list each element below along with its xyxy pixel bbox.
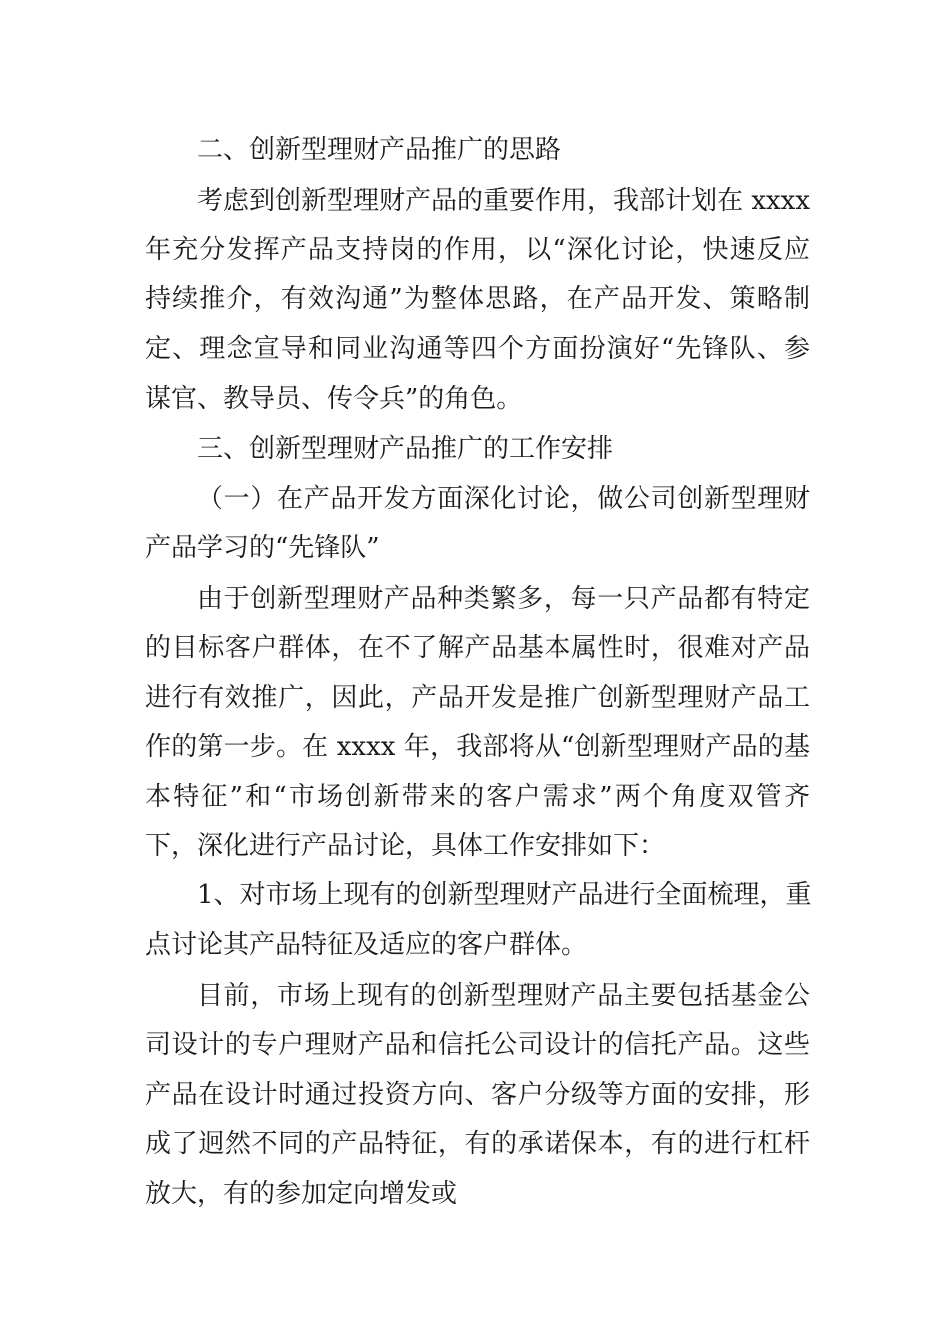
paragraph-line: 持续推介，有效沟通”为整体思路，在产品开发、策略制 [145, 284, 810, 314]
paragraph-line: 进行有效推广，因此，产品开发是推广创新型理财产品工 [145, 683, 810, 713]
paragraph-line: 成了迥然不同的产品特征，有的承诺保本，有的进行杠杆 [145, 1129, 810, 1159]
paragraph-line: 作的第一步。在 xxxx 年，我部将从“创新型理财产品的基 [145, 732, 810, 762]
paragraph-line: 年充分发挥产品支持岗的作用，以“深化讨论，快速反应 [145, 235, 810, 265]
heading-section-3: 三、创新型理财产品推广的工作安排 [197, 434, 614, 464]
paragraph-line: 放大，有的参加定向增发或 [145, 1179, 458, 1209]
paragraph-line: 产品在设计时通过投资方向、客户分级等方面的安排，形 [145, 1080, 810, 1110]
heading-section-2: 二、创新型理财产品推广的思路 [197, 135, 562, 165]
paragraph-line: 本特征”和“市场创新带来的客户需求”两个角度双管齐 [145, 782, 810, 812]
paragraph-line: 考虑到创新型理财产品的重要作用，我部计划在 xxxx [197, 186, 810, 216]
subheading-line: （一）在产品开发方面深化讨论，做公司创新型理财 [197, 484, 810, 514]
paragraph-line: 目前，市场上现有的创新型理财产品主要包括基金公 [197, 981, 810, 1011]
list-item-line: 1、对市场上现有的创新型理财产品进行全面梳理，重 [197, 880, 812, 910]
paragraph-line: 司设计的专户理财产品和信托公司设计的信托产品。这些 [145, 1030, 810, 1060]
paragraph-line: 谋官、教导员、传令兵”的角色。 [145, 384, 523, 414]
paragraph-line: 定、理念宣导和同业沟通等四个方面扮演好“先锋队、参 [145, 334, 810, 364]
subheading-line: 产品学习的“先锋队” [145, 533, 380, 563]
paragraph-line: 由于创新型理财产品种类繁多，每一只产品都有特定 [197, 584, 810, 614]
paragraph-line: 的目标客户群体，在不了解产品基本属性时，很难对产品 [145, 633, 810, 663]
list-item-line: 点讨论其产品特征及适应的客户群体。 [145, 930, 588, 960]
paragraph-line: 下，深化进行产品讨论，具体工作安排如下： [145, 831, 666, 861]
